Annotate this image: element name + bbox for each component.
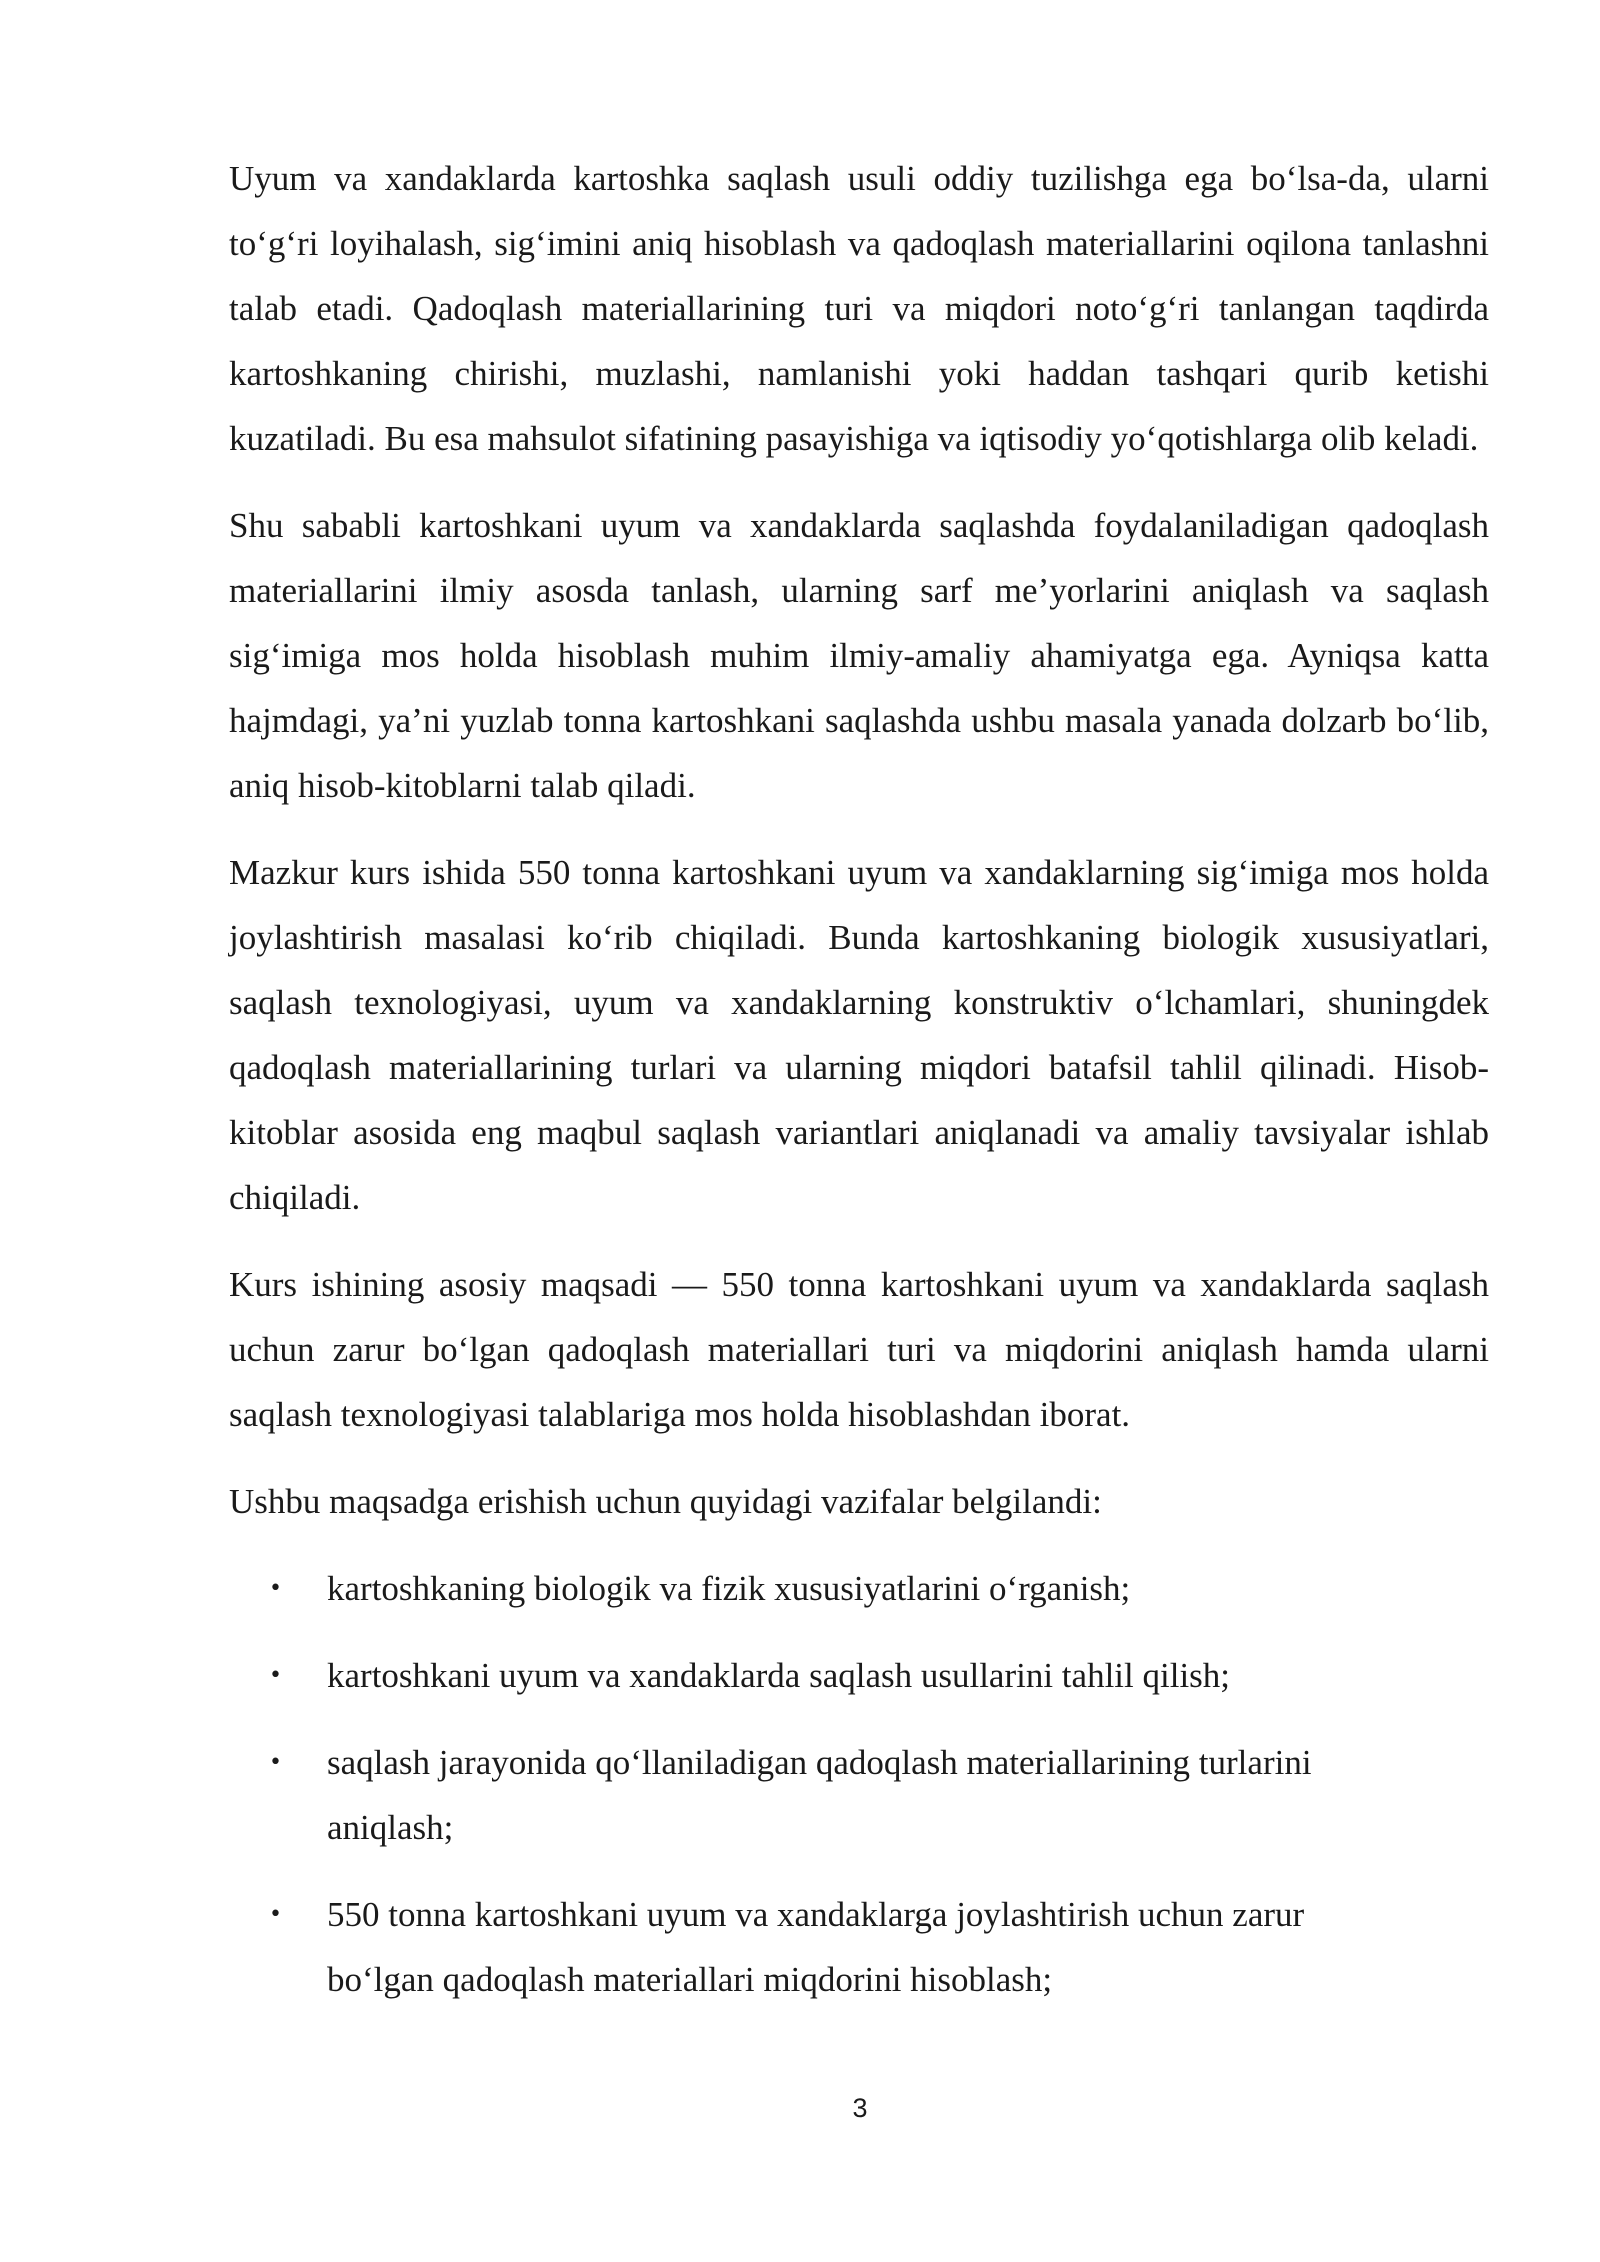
- task-text: kartoshkaning biologik va fizik xususiyatlarini o‘rganish;: [327, 1569, 1131, 1608]
- task-text: 550 tonna kartoshkani uyum va xandaklarga joylashtirish uchun zarur bo‘lgan qadoqlash materiallari miqdorini hisoblash;: [327, 1895, 1305, 1999]
- task-item: [229, 1643, 1391, 1708]
- task-item: [229, 1882, 1391, 2012]
- page-body: [229, 146, 1489, 2034]
- paragraph-3: Mazkur kurs ishida 550 tonna kartoshkani uyum va xandaklarning sig‘imiga mos holda joylashtirish masalasi ko‘rib chiqiladi. Bunda kartoshkaning biologik xususiyatlari, saqlash texnologiyasi, uyum va xandaklarning konstruktiv o‘lchamlari, shuningdek qadoqlash materiallarining turlari va ularning miqdori batafsil tahlil qilinadi. Hisob-kitoblar asosida eng maqbul saqlash variantlari aniqlanadi va amaliy tavsiyalar ishlab chiqiladi.: [229, 853, 1489, 1217]
- task-list: [229, 1556, 1489, 2012]
- page-number: 3: [852, 2093, 868, 2123]
- task-item: [229, 1556, 1391, 1621]
- bullet-icon: •: [269, 1750, 282, 1775]
- bullet-icon: •: [269, 1576, 282, 1601]
- task-text: saqlash jarayonida qo‘llaniladigan qadoqlash materiallarining turlarini aniqlash;: [327, 1743, 1312, 1847]
- paragraph-4: Kurs ishining asosiy maqsadi — 550 tonna kartoshkani uyum va xandaklarda saqlash uchun zarur bo‘lgan qadoqlash materiallari turi va miqdorini aniqlash hamda ularni saqlash texnologiyasi talablariga mos holda hisoblashdan iborat.: [229, 1265, 1489, 1434]
- paragraph-5: Ushbu maqsadga erishish uchun quyidagi vazifalar belgilandi:: [229, 1482, 1102, 1521]
- paragraph-2: Shu sababli kartoshkani uyum va xandaklarda saqlashda foydalaniladigan qadoqlash materiallarini ilmiy asosda tanlash, ularning sarf me’yorlarini aniqlash va saqlash sig‘imiga mos holda hisoblash muhim ilmiy-amaliy ahamiyatga ega. Ayniqsa katta hajmdagi, ya’ni yuzlab tonna kartoshkani saqlashda ushbu masala yanada dolzarb bo‘lib, aniq hisob-kitoblarni talab qiladi.: [229, 506, 1489, 805]
- bullet-icon: •: [269, 1663, 282, 1688]
- task-item: [229, 1730, 1391, 1860]
- task-text: kartoshkani uyum va xandaklarda saqlash usullarini tahlil qilish;: [327, 1656, 1231, 1695]
- paragraph-1: Uyum va xandaklarda kartoshka saqlash usuli oddiy tuzilishga ega bo‘lsa-da, ularni to‘g‘ri loyihalash, sig‘imini aniq hisoblash va qadoqlash materiallarini oqilona tanlashni talab etadi. Qadoqlash materiallarining turi va miqdori noto‘g‘ri tanlangan taqdirda kartoshkaning chirishi, muzlashi, namlanishi yoki haddan tashqari qurib ketishi kuzatiladi. Bu esa mahsulot sifatining pasayishiga va iqtisodiy yo‘qotishlarga olib keladi.: [229, 159, 1489, 458]
- bullet-icon: •: [269, 1902, 282, 1927]
